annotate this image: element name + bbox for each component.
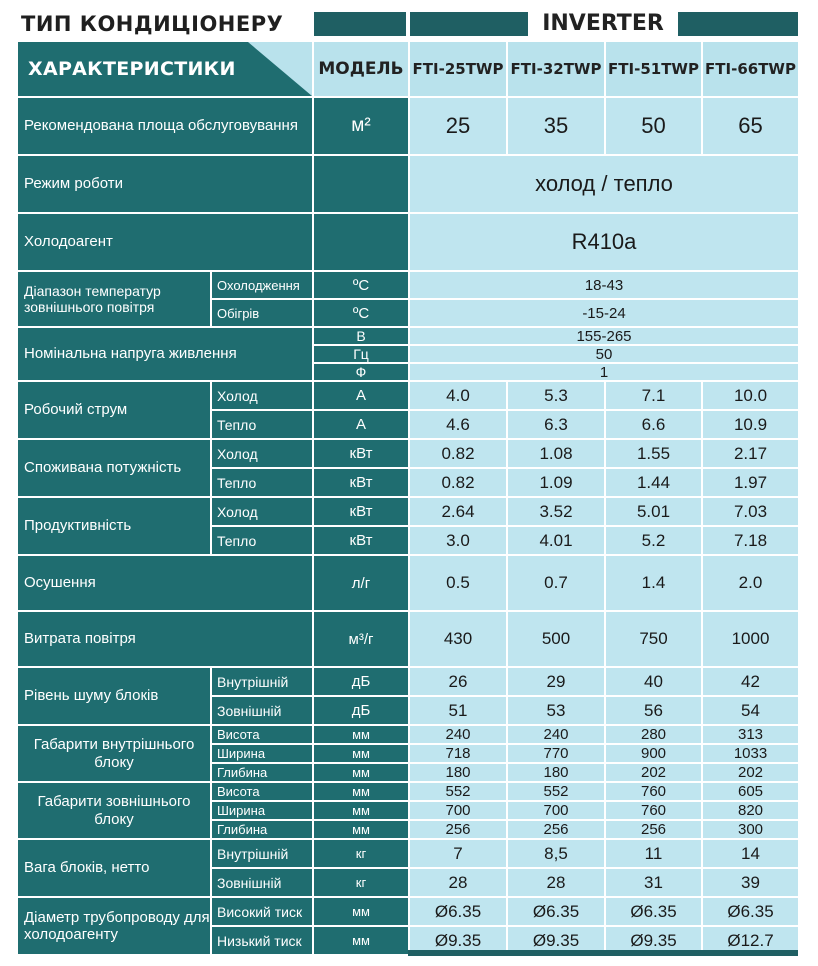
noise-sub1-label: Внутрішній [212,668,312,695]
power-cool-3: 1.55 [606,440,701,467]
capacity-cool-4: 7.03 [703,498,798,525]
pipe-lo-3: Ø9.35 [606,927,701,954]
pipe-sub1-label: Високий тиск [212,898,312,925]
model-3: FTI-51TWP [606,42,701,96]
outdoor_dim-w-2: 700 [508,802,604,819]
pipe-hi-2: Ø6.35 [508,898,604,925]
row-label-area: Рекомендована площа обслуговування [18,98,312,154]
outdoor_dim-h-3: 760 [606,783,701,800]
spec-sheet [18,8,798,956]
power-heat-2: 1.09 [508,469,604,496]
power-sub2-label: Тепло [212,469,312,496]
row-label-power: Споживана потужність [18,440,210,496]
dehum-value-3: 1.4 [606,556,701,610]
noise-out-3: 56 [606,697,701,724]
current-heat-4: 10.9 [703,411,798,438]
temp-cool-unit: ºC [314,272,408,298]
current-heat-1: 4.6 [410,411,506,438]
current-unit-2: А [314,411,408,438]
outdoor_dim-d-unit: мм [314,821,408,838]
type-label: ТИП КОНДИЦІОНЕРУ [21,12,284,36]
weight-in-1: 7 [410,840,506,867]
outdoor_dim-h-unit: мм [314,783,408,800]
dehum-value-1: 0.5 [410,556,506,610]
airflow-value-3: 750 [606,612,701,666]
weight-out-2: 28 [508,869,604,896]
indoor_dim-w-label: Ширина [212,745,312,762]
area-value-2: 35 [508,98,604,154]
power-heat-3: 1.44 [606,469,701,496]
outdoor_dim-h-1: 552 [410,783,506,800]
voltage-unit-1: В [314,328,408,344]
weight-out-4: 39 [703,869,798,896]
mode-value: холод / тепло [410,156,798,212]
row-label-current: Робочий струм [18,382,210,438]
current-heat-2: 6.3 [508,411,604,438]
outdoor_dim-w-1: 700 [410,802,506,819]
pipe-lo-2: Ø9.35 [508,927,604,954]
model-4: FTI-66TWP [703,42,798,96]
unit-mode-empty [314,156,408,212]
row-label-temp_range: Діапазон температур зовнішнього повітря [18,272,210,326]
weight-unit-1: кг [314,840,408,867]
pipe-unit-1: мм [314,898,408,925]
indoor_dim-d-label: Глибина [212,764,312,781]
noise-in-2: 29 [508,668,604,695]
weight-sub1-label: Внутрішній [212,840,312,867]
power-unit-2: кВт [314,469,408,496]
header-top [18,8,798,40]
row-label-mode: Режим роботи [18,156,312,212]
row-label-dehum: Осушення [18,556,312,610]
voltage-unit-2: Гц [314,346,408,362]
power-cool-4: 2.17 [703,440,798,467]
indoor_dim-h-1: 240 [410,726,506,743]
outdoor_dim-h-2: 552 [508,783,604,800]
power-unit-1: кВт [314,440,408,467]
pipe-unit-2: мм [314,927,408,954]
capacity-unit-2: кВт [314,527,408,554]
indoor_dim-h-4: 313 [703,726,798,743]
outdoor_dim-d-4: 300 [703,821,798,838]
noise-unit-1: дБ [314,668,408,695]
indoor_dim-h-unit: мм [314,726,408,743]
indoor_dim-d-1: 180 [410,764,506,781]
airflow-value-2: 500 [508,612,604,666]
bottom-bar [408,950,798,956]
weight-unit-2: кг [314,869,408,896]
unit-airflow: м³/г [314,612,408,666]
dehum-value-2: 0.7 [508,556,604,610]
row-label-noise: Рівень шуму блоків [18,668,210,724]
header-main [18,42,798,96]
pipe-sub2-label: Низький тиск [212,927,312,954]
outdoor_dim-d-label: Глибина [212,821,312,838]
current-unit-1: А [314,382,408,409]
model-2: FTI-32TWP [508,42,604,96]
outdoor_dim-d-2: 256 [508,821,604,838]
current-cool-2: 5.3 [508,382,604,409]
weight-out-3: 31 [606,869,701,896]
noise-in-4: 42 [703,668,798,695]
voltage-value-2: 50 [410,346,798,362]
outdoor_dim-d-1: 256 [410,821,506,838]
indoor_dim-h-2: 240 [508,726,604,743]
capacity-heat-2: 4.01 [508,527,604,554]
noise-out-1: 51 [410,697,506,724]
power-sub1-label: Холод [212,440,312,467]
pipe-lo-1: Ø9.35 [410,927,506,954]
current-sub1-label: Холод [212,382,312,409]
indoor_dim-d-2: 180 [508,764,604,781]
area-value-1: 25 [410,98,506,154]
noise-out-2: 53 [508,697,604,724]
voltage-value-3: 1 [410,364,798,380]
power-cool-1: 0.82 [410,440,506,467]
weight-in-2: 8,5 [508,840,604,867]
indoor_dim-h-label: Висота [212,726,312,743]
airflow-value-1: 430 [410,612,506,666]
indoor_dim-d-3: 202 [606,764,701,781]
noise-unit-2: дБ [314,697,408,724]
row-label-outdoor_dim: Габарити зовнішнього блоку [18,783,210,838]
current-cool-1: 4.0 [410,382,506,409]
indoor_dim-w-unit: мм [314,745,408,762]
pipe-lo-4: Ø12.7 [703,927,798,954]
capacity-cool-3: 5.01 [606,498,701,525]
indoor_dim-w-2: 770 [508,745,604,762]
temp-cool-value: 18-43 [410,272,798,298]
unit-area: м² [314,98,408,154]
area-value-3: 50 [606,98,701,154]
power-heat-1: 0.82 [410,469,506,496]
indoor_dim-d-unit: мм [314,764,408,781]
outdoor_dim-h-label: Висота [212,783,312,800]
row-label-indoor_dim: Габарити внутрішнього блоку [18,726,210,781]
pipe-hi-3: Ø6.35 [606,898,701,925]
capacity-cool-2: 3.52 [508,498,604,525]
outdoor_dim-w-label: Ширина [212,802,312,819]
refrigerant-value: R410a [410,214,798,270]
row-label-capacity: Продуктивність [18,498,210,554]
row-label-refrigerant: Холодоагент [18,214,312,270]
model-1: FTI-25TWP [410,42,506,96]
noise-sub2-label: Зовнішній [212,697,312,724]
outdoor_dim-w-3: 760 [606,802,701,819]
characteristics-label: ХАРАКТЕРИСТИКИ [28,58,236,80]
indoor_dim-w-4: 1033 [703,745,798,762]
outdoor_dim-d-3: 256 [606,821,701,838]
temp-heat-label: Обігрів [212,300,312,326]
capacity-sub1-label: Холод [212,498,312,525]
temp-heat-unit: ºC [314,300,408,326]
capacity-sub2-label: Тепло [212,527,312,554]
outdoor_dim-w-4: 820 [703,802,798,819]
row-label-weight: Вага блоків, нетто [18,840,210,896]
temp-cool-label: Охолодження [212,272,312,298]
row-label-airflow: Витрата повітря [18,612,312,666]
dehum-value-4: 2.0 [703,556,798,610]
current-cool-4: 10.0 [703,382,798,409]
indoor_dim-h-3: 280 [606,726,701,743]
noise-in-3: 40 [606,668,701,695]
voltage-unit-3: Ф [314,364,408,380]
pipe-hi-1: Ø6.35 [410,898,506,925]
power-cool-2: 1.08 [508,440,604,467]
noise-out-4: 54 [703,697,798,724]
current-sub2-label: Тепло [212,411,312,438]
capacity-heat-4: 7.18 [703,527,798,554]
current-heat-3: 6.6 [606,411,701,438]
row-label-voltage: Номінальна напруга живлення [18,328,312,380]
row-label-pipe: Діаметр трубопроводу для холодоагенту [18,898,210,954]
unit-refrigerant-empty [314,214,408,270]
weight-in-3: 11 [606,840,701,867]
weight-out-1: 28 [410,869,506,896]
airflow-value-4: 1000 [703,612,798,666]
outdoor_dim-h-4: 605 [703,783,798,800]
voltage-value-1: 155-265 [410,328,798,344]
weight-sub2-label: Зовнішній [212,869,312,896]
outdoor_dim-w-unit: мм [314,802,408,819]
inverter-label: INVERTER [528,8,678,40]
capacity-heat-3: 5.2 [606,527,701,554]
capacity-unit-1: кВт [314,498,408,525]
unit-dehum: л/г [314,556,408,610]
capacity-cool-1: 2.64 [410,498,506,525]
weight-in-4: 14 [703,840,798,867]
indoor_dim-w-3: 900 [606,745,701,762]
pipe-hi-4: Ø6.35 [703,898,798,925]
indoor_dim-w-1: 718 [410,745,506,762]
model-label: МОДЕЛЬ [314,42,408,96]
current-cool-3: 7.1 [606,382,701,409]
noise-in-1: 26 [410,668,506,695]
area-value-4: 65 [703,98,798,154]
power-heat-4: 1.97 [703,469,798,496]
indoor_dim-d-4: 202 [703,764,798,781]
capacity-heat-1: 3.0 [410,527,506,554]
temp-heat-value: -15-24 [410,300,798,326]
